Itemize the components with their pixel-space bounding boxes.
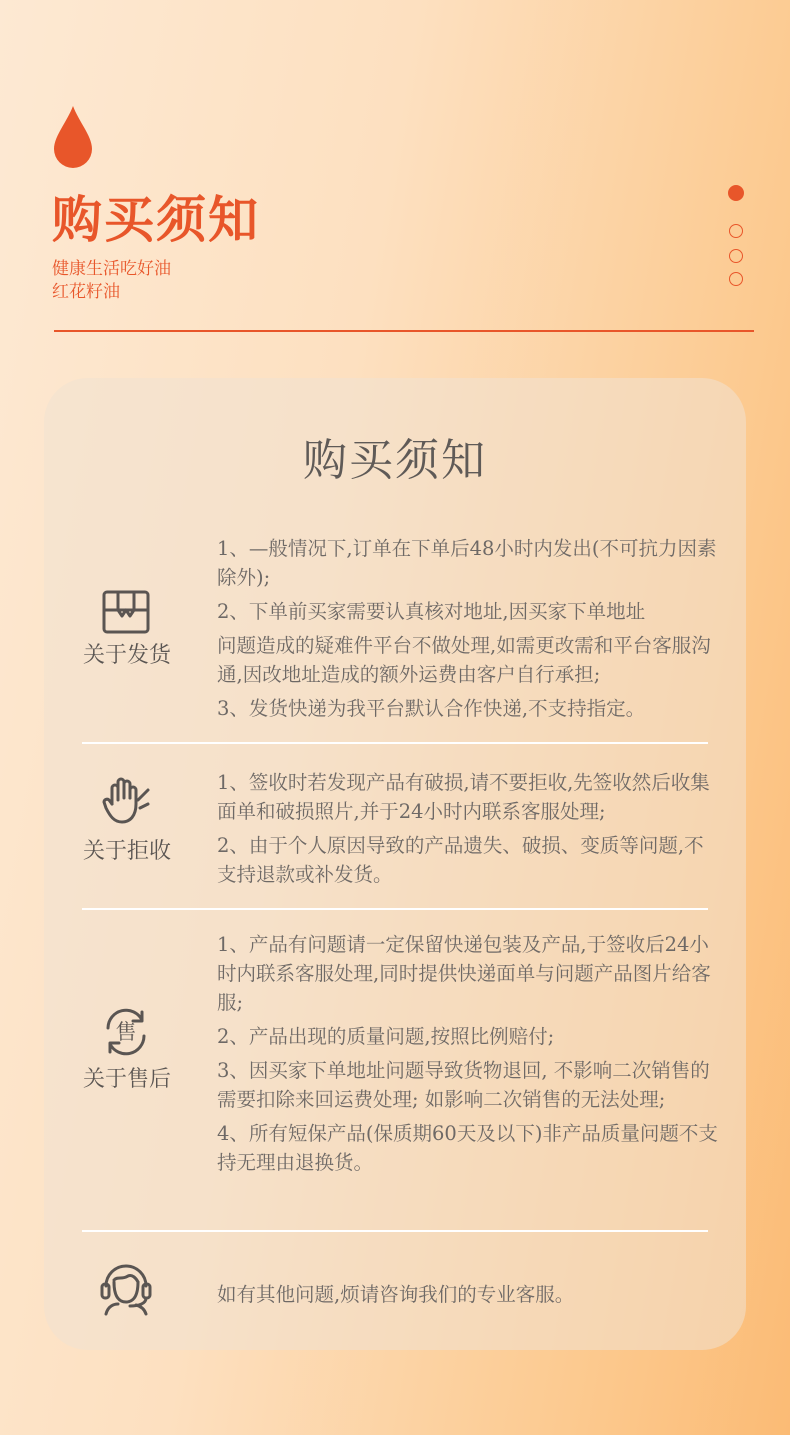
section-label: 关于发货 [82, 643, 171, 668]
section-text [217, 534, 722, 728]
section-divider [82, 742, 708, 744]
page-dot[interactable] [729, 224, 743, 238]
oil-drop-icon [54, 106, 92, 168]
after-sales-cycle-icon [100, 1006, 152, 1058]
subtitle-line: 红花籽油 [52, 282, 120, 302]
section-paragraph: 如有其他问题,烦请咨询我们的专业客服。 [217, 1283, 575, 1306]
section-paragraph: 3、发货快递为我平台默认合作快递,不支持指定。 [217, 697, 646, 720]
section-paragraph: 1、—般情况下,订单在下单后48小时内发出(不可抗力因素除外); [217, 537, 717, 589]
section-paragraph: 3、因买家下单地址问题导致货物退回, 不影响二次销售的需要扣除来回运费处理; 如影响二次销售的无法处理; [217, 1059, 710, 1111]
section-paragraph: 1、产品有问题请一定保留快递包装及产品,于签收后24小时内联系客服处理,同时提供快递面单与问题产品图片给客服; [217, 933, 711, 1014]
section-text [217, 930, 722, 1182]
section-label: 关于售后 [82, 1067, 171, 1092]
header-divider [54, 330, 754, 332]
section-divider [82, 1230, 708, 1232]
customer-service-headset-icon [98, 1258, 154, 1316]
section-paragraph: 2、产品出现的质量问题,按照比例赔付; [217, 1025, 555, 1048]
section-paragraph: 1、签收时若发现产品有破损,请不要拒收,先签收然后收集面单和破损照片,并于24小时内联系客服处理; [217, 771, 710, 823]
section-paragraph: 问题造成的疑难件平台不做处理,如需更改需和平台客服沟通,因改地址造成的额外运费由客户自行承担; [217, 634, 711, 686]
section-paragraph: 2、下单前买家需要认真核对地址,因买家下单地址 [217, 600, 646, 623]
section-divider [82, 908, 708, 910]
card-title: 购买须知 [303, 435, 487, 486]
section-text [217, 768, 722, 894]
section-paragraph: 4、所有短保产品(保质期60天及以下)非产品质量问题不支持无理由退换货。 [217, 1122, 718, 1174]
hand-stop-icon [100, 774, 152, 826]
svg-text:售: 售 [115, 1020, 137, 1044]
package-box-icon [100, 586, 152, 638]
page-title: 购买须知 [52, 191, 260, 249]
page-dot-active[interactable] [728, 185, 744, 201]
section-label: 关于拒收 [82, 839, 171, 864]
subtitle-line: 健康生活吃好油 [52, 259, 171, 279]
subtitle [52, 258, 171, 304]
section-paragraph: 2、由于个人原因导致的产品遗失、破损、变质等问题,不支持退款或补发货。 [217, 834, 704, 886]
page-dot[interactable] [729, 249, 743, 263]
page-dot[interactable] [729, 272, 743, 286]
section-text [217, 1280, 722, 1314]
